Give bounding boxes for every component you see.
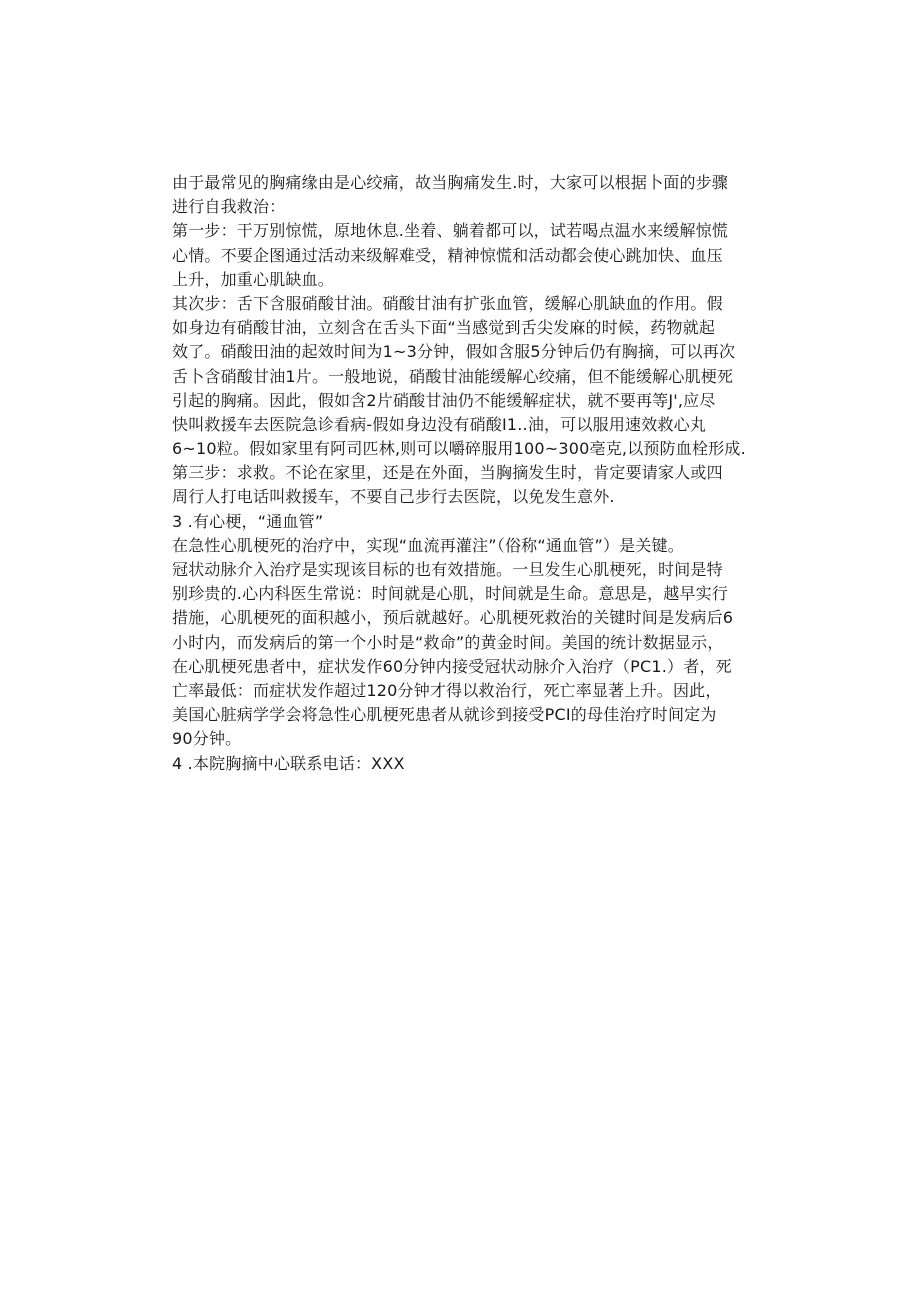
text-line: 其次步：舌下含服硝酸甘油。硝酸甘油有扩张血管，缓解心肌缺血的作用。假: [172, 293, 723, 313]
text-line: 心情。不要企图通过活动来级解难受，精神惊慌和活动都会使心跳加快、血压: [172, 245, 723, 265]
text-line: 由于最常见的胸痛缘由是心绞痛，故当胸痛发生.时，大家可以根据卜面的步骤: [172, 173, 729, 192]
text-line: 4 .本院胸摘中心联系电话：XXX: [172, 753, 405, 773]
text-line: 周行人打电话叫救援车，不要自己步行去医院，以免发生意外.: [172, 487, 615, 507]
text-line: 舌卜含硝酸甘油1片。一般地说，硝酸甘油能缓解心绞痛，但不能缓解心肌梗死: [172, 366, 734, 386]
text-line: 3 .有心梗，“通血管”: [172, 511, 324, 531]
text-line: 引起的胸痛。因此，假如含2片硝酸甘油仍不能缓解症状，就不要再等J',应尽: [172, 390, 716, 410]
text-line: 快叫救援车去医院急诊看病-假如身边没有硝酸I1..油，可以服用速效救心丸: [172, 414, 707, 434]
text-line: 措施，心肌梗死的面积越小，预后就越好。心肌梗死救治的关键时间是发病后6: [172, 608, 734, 628]
text-line: 如身边有硝酸甘油，立刻含在舌头下面“当感觉到舌尖发麻的时候，药物就起: [172, 318, 716, 338]
document-body: [172, 171, 762, 776]
text-line: 冠状动脉介入治疗是实现该目标的也有效措施。一旦发生心肌梗死，时间是特: [172, 560, 723, 579]
text-line: 美国心脏病学学会将急性心肌梗死患者从就诊到接受PCI的母佳治疗时间定为: [172, 705, 717, 725]
text-line: 效了。硝酸田油的起效时间为1~3分钟，假如含服5分钟后仍有胸摘，可以再次: [172, 342, 736, 362]
text-line: 别珍贵的.心内科医生常说：时间就是心肌，时间就是生命。意思是，越早实行: [172, 584, 729, 604]
text-line: 亡率最低：而症状发作超过120分钟才得以救治行，死亡率显著上升。因此，: [172, 680, 722, 700]
text-line: 在心肌梗死患者中，症状发作60分钟内接受冠状动脉介入治疗（PC1.）者，死: [172, 656, 732, 676]
text-line: 第三步：求救。不论在家里，还是在外面，当胸摘发生时，肯定要请家人或四: [172, 463, 723, 483]
text-line: 在急性心肌梗死的治疗中，实现“血流再灌注”（俗称“通血管”）是关键。: [172, 535, 684, 555]
text-line: 小时内，而发病后的第一个小时是“救命”的黄金时间。美国的统计数据显示，: [172, 632, 724, 652]
text-line: 上升，加重心肌缺血。: [172, 269, 335, 289]
text-line: 90分钟。: [172, 729, 242, 749]
text-line: 进行自我救治：: [172, 197, 286, 217]
text-line: 第一步：干万别惊慌，原地休息.坐着、躺着都可以，试若喝点温水来缓解惊慌: [172, 221, 729, 241]
text-line: 6~10粒。假如家里有阿司匹林,则可以嚼碎服用100~300亳克,以预防血栓形成.: [172, 439, 746, 459]
